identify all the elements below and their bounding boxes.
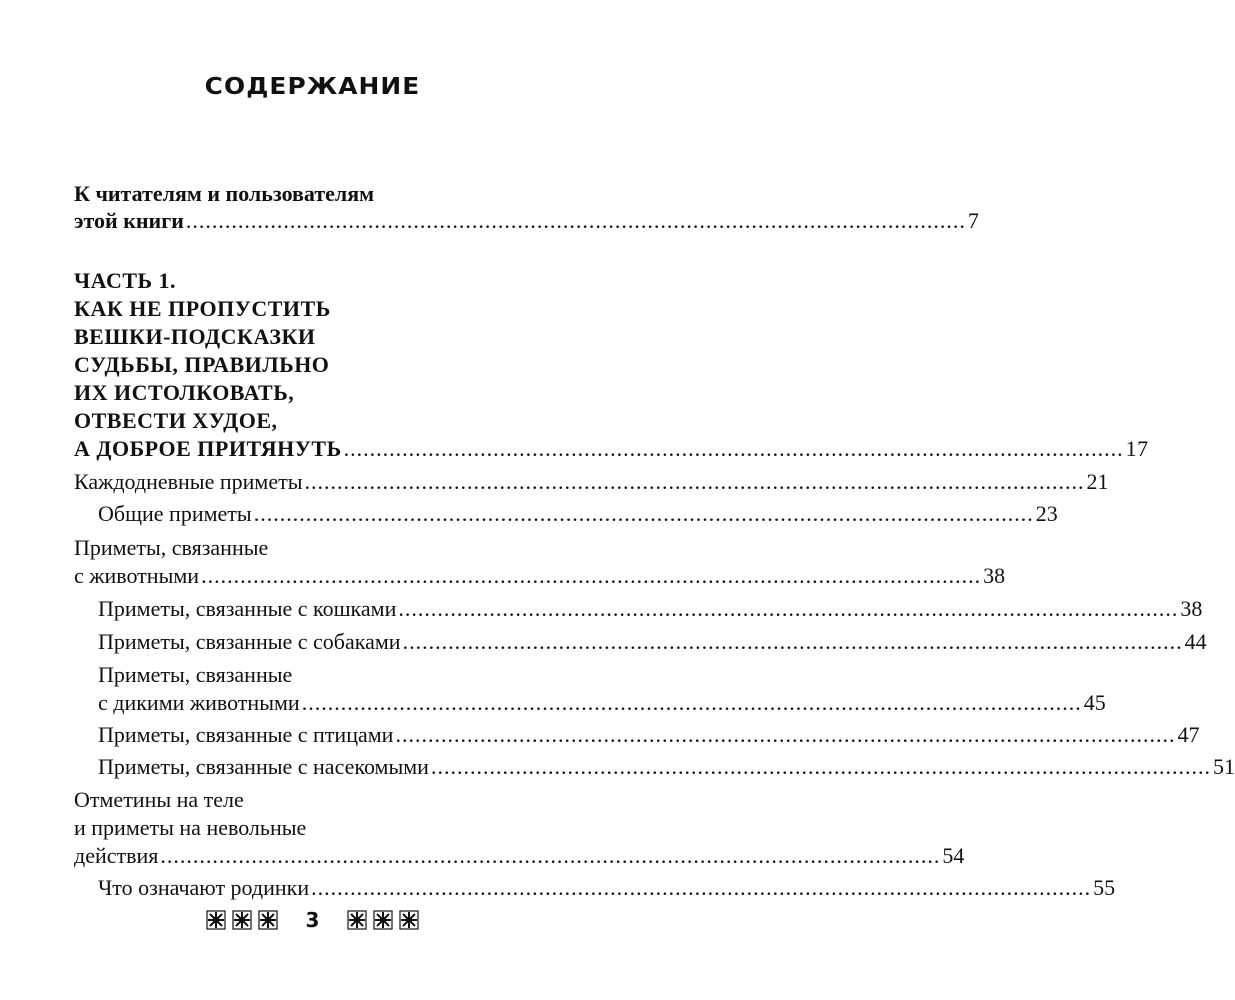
toc-entry-title: ИХ ИСТОЛКОВАТЬ,: [74, 380, 295, 405]
toc-entry-title: Приметы, связанные с птицами: [98, 722, 394, 747]
toc-page-number: 55: [1093, 875, 1116, 900]
dot-leader: ........................................................................................................................: [160, 843, 941, 868]
toc-entry-line: [74, 406, 554, 436]
toc-entry-title: с дикими животными: [98, 690, 300, 715]
toc-entry-line: [98, 660, 554, 690]
dot-leader: ........................................................................................................................: [343, 436, 1124, 461]
dot-leader: ........................................................................................................................: [301, 690, 1082, 715]
snowflake-ornament-icon: [373, 910, 393, 930]
toc-entry-line: [74, 294, 554, 324]
dot-leader: ........................................................................................................................: [185, 208, 966, 233]
toc-page-number: 38: [1180, 596, 1203, 621]
toc-entry-line: [74, 813, 554, 843]
dot-leader: ........................................................................................................................: [402, 629, 1183, 654]
toc-entry-title: Общие приметы: [98, 501, 252, 526]
toc-entry: [74, 561, 1006, 591]
toc-page-number: 54: [942, 843, 965, 868]
toc-page-number: 21: [1086, 469, 1109, 494]
snowflake-ornament-icon: [399, 910, 419, 930]
toc-entry-title: Каждодневные приметы: [74, 469, 303, 494]
ornament-group-right: [347, 910, 419, 930]
toc-page-number: 7: [967, 208, 979, 233]
toc-entry: [98, 873, 1116, 903]
toc-entry-line: [74, 266, 554, 296]
snowflake-ornament-icon: [258, 910, 278, 930]
toc-entry-title: Что означают родинки: [98, 875, 310, 900]
toc-entry-title: Приметы, связанные с кошками: [98, 596, 397, 621]
toc-entry: [74, 206, 979, 236]
toc-entry: [74, 467, 1109, 497]
dot-leader: ........................................................................................................................: [311, 875, 1092, 900]
toc-entry-title: К читателям и пользователям: [74, 181, 375, 206]
toc-entry: [74, 841, 965, 871]
toc-page-number: 38: [983, 563, 1006, 588]
toc-entry: [98, 627, 1207, 657]
toc-entry: [98, 688, 1106, 718]
toc-page-number: 51: [1212, 754, 1235, 779]
page-title: СОДЕРЖАНИЕ: [204, 74, 421, 100]
snowflake-ornament-icon: [232, 910, 252, 930]
toc-entry-title: ВЕШКИ-ПОДСКАЗКИ: [74, 324, 316, 349]
toc-entry-line: [74, 785, 554, 815]
toc-entry-title: и приметы на невольные: [74, 815, 307, 840]
toc-entry-title: с животными: [74, 563, 200, 588]
toc-entry-line: [74, 179, 554, 209]
toc-entry-title: СУДЬБЫ, ПРАВИЛЬНО: [74, 352, 330, 377]
toc-entry-title: КАК НЕ ПРОПУСТИТЬ: [74, 296, 331, 321]
toc-entry-title: ОТВЕСТИ ХУДОЕ,: [74, 408, 278, 433]
toc-entry-line: [74, 378, 554, 408]
toc-page-number: 47: [1177, 722, 1200, 747]
toc-entry-title: А ДОБРОЕ ПРИТЯНУТЬ: [74, 436, 342, 461]
toc-entry-title: Приметы, связанные: [98, 662, 293, 687]
toc-entry-line: [74, 533, 554, 563]
dot-leader: ........................................................................................................................: [398, 596, 1179, 621]
toc-entry-line: [74, 322, 554, 352]
ornament-group-left: [206, 910, 278, 930]
dot-leader: ........................................................................................................................: [201, 563, 982, 588]
toc-entry-title: Приметы, связанные с собаками: [98, 629, 401, 654]
toc-entry: [98, 752, 1235, 782]
toc-entry: [74, 434, 1149, 464]
snowflake-ornament-icon: [206, 910, 226, 930]
toc-entry-title: Приметы, связанные: [74, 535, 269, 560]
page-number: 3: [305, 908, 320, 932]
toc-entry-title: Приметы, связанные с насекомыми: [98, 754, 429, 779]
toc-entry-title: действия: [74, 843, 159, 868]
snowflake-ornament-icon: [347, 910, 367, 930]
dot-leader: ........................................................................................................................: [253, 501, 1034, 526]
page-footer: [0, 905, 625, 935]
dot-leader: ........................................................................................................................: [304, 469, 1085, 494]
toc-page-number: 45: [1083, 690, 1106, 715]
toc-entry-title: Отметины на теле: [74, 787, 244, 812]
toc-page-number: 23: [1035, 501, 1058, 526]
toc-page-number: 17: [1125, 436, 1149, 461]
dot-leader: ........................................................................................................................: [395, 722, 1176, 747]
dot-leader: ........................................................................................................................: [430, 754, 1211, 779]
toc-entry-title: ЧАСТЬ 1.: [74, 268, 177, 293]
toc-entry: [98, 594, 1203, 624]
toc-entry: [98, 720, 1200, 750]
toc-entry: [98, 499, 1058, 529]
toc-entry-title: этой книги: [74, 208, 184, 233]
toc-page-number: 44: [1184, 629, 1207, 654]
toc-entry-line: [74, 350, 554, 380]
